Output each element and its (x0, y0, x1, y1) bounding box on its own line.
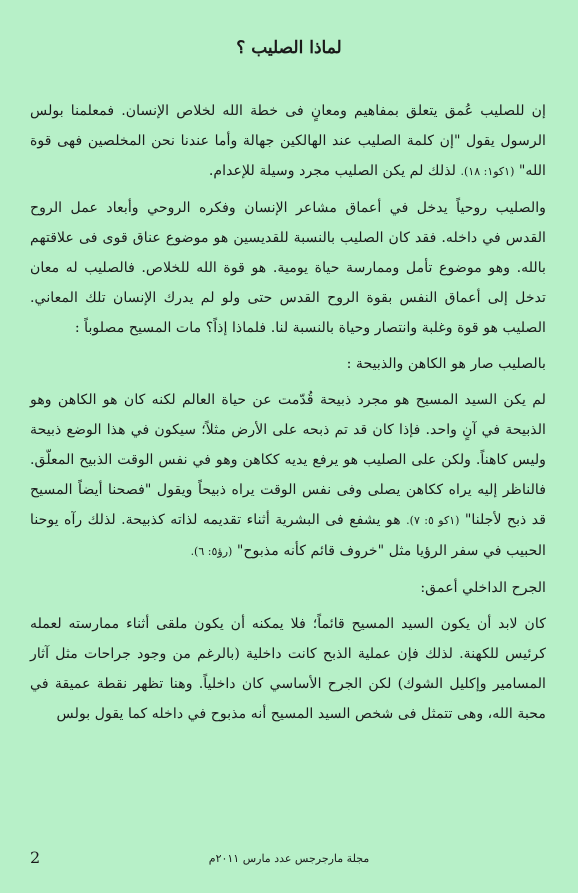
paragraph-text: إن للصليب عُمق يتعلق بمفاهيم ومعانٍ فى خطة الله لخلاص الإنسان. فمعلمنا بولس الرسول يقول "إن كلمة الصليب عند الهالكين جهالة وأما عندنا نحن المخلصين فهى قوة الله" (30, 103, 546, 179)
paragraph-text: هو يشفع فى البشرية أثناء تقديمه لذاته كذبيحة. لذلك رآه يوحنا الحبيب في سفر الرؤيا مثل "خروف قائم كأنه مذبوح" (30, 512, 546, 559)
paragraph-1 (30, 96, 546, 187)
bible-reference: (١كو١: ١٨). (460, 165, 515, 178)
paragraph-text: كان لابد أن يكون السيد المسيح قائماً؛ فلا يمكنه أن يكون ملقى أثناء ممارسته لعمله كرئيس للكهنة. لذلك فإن عملية الذبح كانت داخلية (بالرغم من وجود جراحات مثل آثار المسامير وإكليل الشوك) لكن الجرح الأساسي كان داخلياً. وهنا تظهر نقطة عميقة في محبة الله، وهى تتمثل فى شخص السيد المسيح أنه مذبوح في داخله كما يقول بولس (30, 616, 546, 722)
paragraph-text: لذلك لم يكن الصليب مجرد وسيلة للإعدام. (208, 163, 456, 179)
section-heading: الجرح الداخلي أعمق: (420, 580, 546, 596)
page-title: لماذا الصليب ؟ (236, 38, 342, 58)
paragraph-2 (30, 193, 546, 343)
paragraph-3 (30, 385, 546, 567)
section-heading: بالصليب صار هو الكاهن والذبيحة : (346, 356, 546, 372)
bible-reference: (١كو ٥: ٧). (406, 514, 460, 527)
publication-footer: مجلة مارجرجس عدد مارس ٢٠١١م (208, 852, 370, 865)
paragraph-text: لم يكن السيد المسيح هو مجرد ذبيحة قُدّمت عن حياة العالم لكنه كان هو الكاهن وهو الذبيحة في آنٍ واحد. فإذا كان قد تم ذبحه على الأرض مثلاً؛ سيكون في هذا الوضع ذبيحة وليس كاهناً. ولكن على الصليب هو يرفع يديه ككاهن وهو في نفس الوقت الذبيح المعلّق. فالناظر إليه يراه ككاهن يصلى وفى نفس الوقت يراه ذبيحاً ويقول "فصحنا أيضاً المسيح قد ذبح لأجلنا" (30, 392, 546, 528)
page-number: 2 (30, 848, 41, 867)
bible-reference: (رؤ٥: ٦). (190, 545, 233, 558)
paragraph-text: والصليب روحياً يدخل في أعماق مشاعر الإنسان وفكره الروحي وأبعاد عمل الروح القدس في داخله. فقد كان الصليب بالنسبة للقديسين هو موضوع عناق قوى فى علاقتهم بالله. وهو موضوع تأمل وممارسة حياة يومية. هو قوة الله للخلاص. فالصليب له معان تدخل إلى أعماق النفس بقوة الروح القدس حتى ولو لم يدرك الإنسان تلك المعاني. الصليب هو قوة وغلبة وانتصار وحياة بالنسبة لنا. فلماذا إذاً؟ مات المسيح مصلوباً : (30, 200, 546, 336)
paragraph-4 (30, 609, 546, 729)
article-body (30, 96, 546, 735)
